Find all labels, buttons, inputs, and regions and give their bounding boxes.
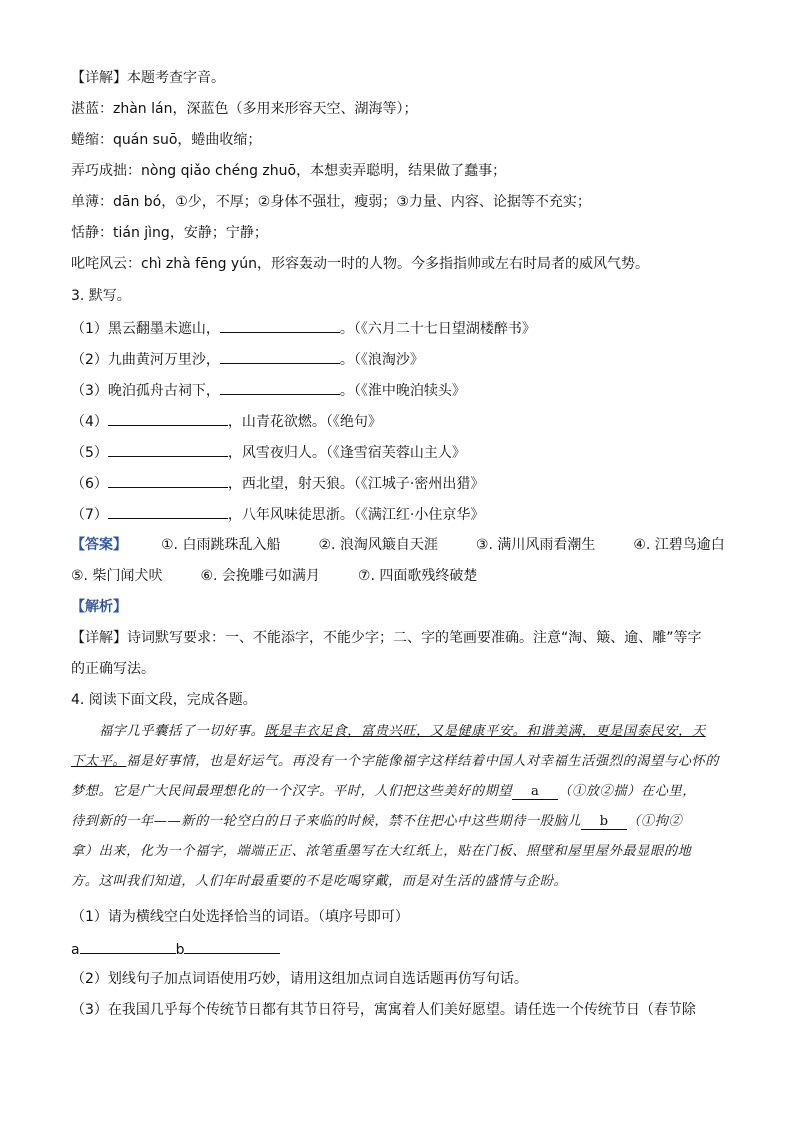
answer-item: ⑦. 四面歌残终破楚 — [357, 568, 478, 584]
dictation-line-5 — [71, 441, 724, 463]
line-suffix: ，西北望，射天狼。（《江城子·密州出猎》 — [227, 476, 485, 492]
sub-question-3: （3）在我国几乎每个传统节日都有其节日符号，寓寓着人们美好愿望。请任选一个传统节日（春节除 — [71, 1002, 696, 1018]
fill-blank[interactable] — [108, 472, 228, 488]
analysis-tag: 【解析】 — [71, 599, 127, 615]
passage-text: （①放②揣）在心里， — [558, 784, 697, 799]
underlined-sentence: 下太平。 — [71, 754, 127, 769]
answer-item: ⑥. 会挽雕弓如满月 — [200, 568, 320, 584]
sub-question-1-answer — [71, 938, 724, 960]
answer-label-a: a — [71, 942, 80, 958]
passage-text: 待到新的一年——新的一轮空白的日子来临的时候，禁不住把心中这些期待一股脑儿 — [71, 814, 582, 829]
answer-item: ②. 浪淘风簸自天涯 — [318, 537, 438, 553]
answer-row-1 — [71, 535, 724, 555]
answer-item: ③. 满川风雨看潮生 — [475, 537, 596, 553]
line-number: （5） — [71, 445, 108, 461]
passage-line-6: 方。这叫我们知道，人们年时最重要的不是吃喝穿戴，而是对生活的盛情与企盼。 — [71, 874, 568, 889]
line-prefix: 黑云翻墨未遮山， — [107, 321, 220, 337]
passage-line-5: 拿）出来，化为一个福字，端端正正、浓笔重墨写在大红纸上，贴在门板、照壁和屋里屋外最显眼的地 — [71, 844, 692, 859]
fill-blank[interactable] — [108, 410, 228, 426]
passage-line-1 — [71, 722, 723, 742]
line-number: （4） — [71, 414, 108, 430]
detail-item: 湛蓝：zhàn lán，深蓝色（多用来形容天空、湖海等）； — [71, 101, 418, 117]
answer-blank-a[interactable] — [80, 938, 176, 954]
passage-text: 福是好事情，也是好运气。再没有一个字能像福字这样结着中国人对幸福生活强烈的渴望与心怀的 — [126, 754, 720, 769]
line-number: （1） — [71, 321, 108, 337]
answer-tag: 【答案】 — [71, 537, 127, 553]
analysis-detail-line-1: 【详解】诗词默写要求：一、不能添字，不能少字；二、字的笔画要准确。注意“淘、簸、逾、雕”等字 — [71, 630, 702, 646]
answer-item: ⑤. 柴门闻犬吠 — [71, 568, 163, 584]
passage-line-3 — [71, 782, 723, 802]
detail-item: 弄巧成拙：nòng qiǎo chéng zhuō，本想卖弄聪明，结果做了蠢事； — [71, 163, 507, 179]
fill-blank[interactable] — [220, 317, 340, 333]
fill-blank[interactable] — [220, 379, 340, 395]
passage-text: 梦想。它是广大民间最理想化的一个汉字。平时，人们把这些美好的期望 — [71, 784, 513, 799]
sub-question-2: （2）划线句子加点词语使用巧妙，请用这组加点词自选话题再仿写句话。 — [71, 971, 528, 987]
underlined-sentence: 既是丰衣足食，富贵兴旺，又是健康平安。 — [264, 724, 527, 739]
fill-blank[interactable] — [108, 441, 228, 457]
detail-item: 蜷缩：quán suō，蜷曲收缩； — [71, 132, 262, 148]
passage-blank-a[interactable]: a — [512, 785, 558, 800]
detail-intro: 【详解】本题考查字音。 — [71, 70, 225, 86]
passage-line-2 — [71, 752, 723, 772]
dictation-line-2 — [71, 348, 724, 370]
line-number: （7） — [71, 507, 108, 523]
answer-item: ④. 江碧鸟逾白 — [633, 537, 725, 553]
answer-blank-b[interactable] — [184, 938, 280, 954]
dictation-line-7 — [71, 503, 724, 525]
question-3-title: 3. 默写。 — [71, 288, 131, 304]
question-4-title: 4. 阅读下面文段，完成各题。 — [71, 692, 257, 708]
line-prefix: 晚泊孤舟古祠下， — [107, 383, 220, 399]
dictation-line-4 — [71, 410, 724, 432]
line-number: （6） — [71, 476, 108, 492]
answer-label-b: b — [175, 942, 185, 958]
analysis-detail-line-2: 的正确写法。 — [71, 661, 155, 677]
detail-item: 恬静：tián jìng，安静；宁静； — [71, 225, 268, 241]
line-prefix: 九曲黄河万里沙， — [107, 352, 220, 368]
line-number: （3） — [71, 383, 108, 399]
passage-blank-b[interactable]: b — [581, 815, 627, 830]
fill-blank[interactable] — [220, 348, 340, 364]
line-suffix: ，山青花欲燃。（《绝句》 — [227, 414, 382, 430]
passage-text: 福字几乎囊括了一切好事。 — [99, 724, 265, 739]
detail-item: 叱咤风云：chì zhà fēng yún，形容轰动一时的人物。今多指指帅或左右时局者的威风气势。 — [71, 256, 649, 272]
line-suffix: 。（《六月二十七日望湖楼醉书》 — [339, 321, 536, 337]
fill-blank[interactable] — [108, 503, 228, 519]
underlined-sentence: 和谐美满，更是国泰民安，天 — [526, 724, 706, 739]
sub-question-1: （1）请为横线空白处选择恰当的词语。（填序号即可） — [71, 909, 409, 925]
answer-row-2 — [71, 566, 724, 586]
line-suffix: 。（《浪淘沙》 — [339, 352, 424, 368]
detail-item: 单薄：dān bó，①少，不厚；②身体不强壮，瘦弱；③力量、内容、论据等不充实； — [71, 194, 591, 210]
dictation-line-3 — [71, 379, 724, 401]
line-suffix: ，八年风味徒思浙。（《满江红·小住京华》 — [227, 507, 485, 523]
dictation-line-1 — [71, 317, 724, 339]
answer-item: ①. 白雨跳珠乱入船 — [161, 537, 281, 553]
dictation-line-6 — [71, 472, 724, 494]
passage-text: （①拘② — [627, 814, 683, 829]
line-suffix: 。（《淮中晚泊犊头》 — [339, 383, 466, 399]
line-suffix: ，风雪夜归人。（《逢雪宿芙蓉山主人》 — [227, 445, 466, 461]
line-number: （2） — [71, 352, 108, 368]
passage-line-4 — [71, 812, 723, 832]
